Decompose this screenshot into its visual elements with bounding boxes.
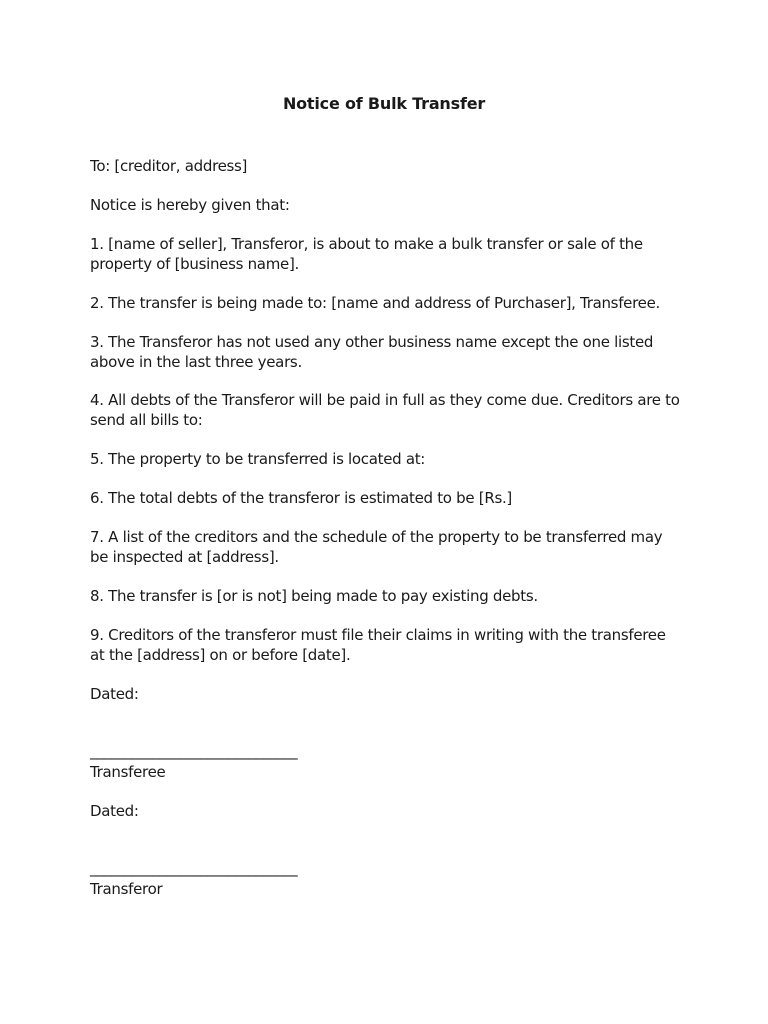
document-title: Notice of Bulk Transfer bbox=[282, 94, 486, 113]
clause-4: 4. All debts of the Transferor will be paid in full as they come due. Creditors are to send all bills to: bbox=[90, 391, 680, 429]
transferor-signature-line: ______________________________ bbox=[90, 859, 298, 877]
transferor-dated-label: Dated: bbox=[90, 802, 139, 820]
intro-text: Notice is hereby given that: bbox=[90, 196, 290, 214]
clause-3: 3. The Transferor has not used any other business name except the one listed above in the last three years. bbox=[90, 333, 654, 371]
transferor-label: Transferor bbox=[90, 880, 163, 898]
clause-5: 5. The property to be transferred is located at: bbox=[90, 450, 426, 468]
clause-1: 1. [name of seller], Transferor, is about to make a bulk transfer or sale of the property of [business name]. bbox=[90, 235, 643, 273]
clause-2: 2. The transfer is being made to: [name and address of Purchaser], Transferee. bbox=[90, 294, 660, 312]
clause-6: 6. The total debts of the transferor is estimated to be [Rs.] bbox=[90, 489, 512, 507]
to-line: To: [creditor, address] bbox=[90, 157, 248, 175]
transferee-dated-label: Dated: bbox=[90, 685, 139, 703]
transferee-label: Transferee bbox=[90, 763, 166, 781]
clause-8: 8. The transfer is [or is not] being made to pay existing debts. bbox=[90, 587, 538, 605]
clause-7: 7. A list of the creditors and the schedule of the property to be transferred may be inspected at [address]. bbox=[90, 528, 663, 566]
clause-9: 9. Creditors of the transferor must file their claims in writing with the transferee at the [address] on or before [date]. bbox=[90, 626, 666, 664]
transferee-signature-line: ______________________________ bbox=[90, 742, 298, 760]
